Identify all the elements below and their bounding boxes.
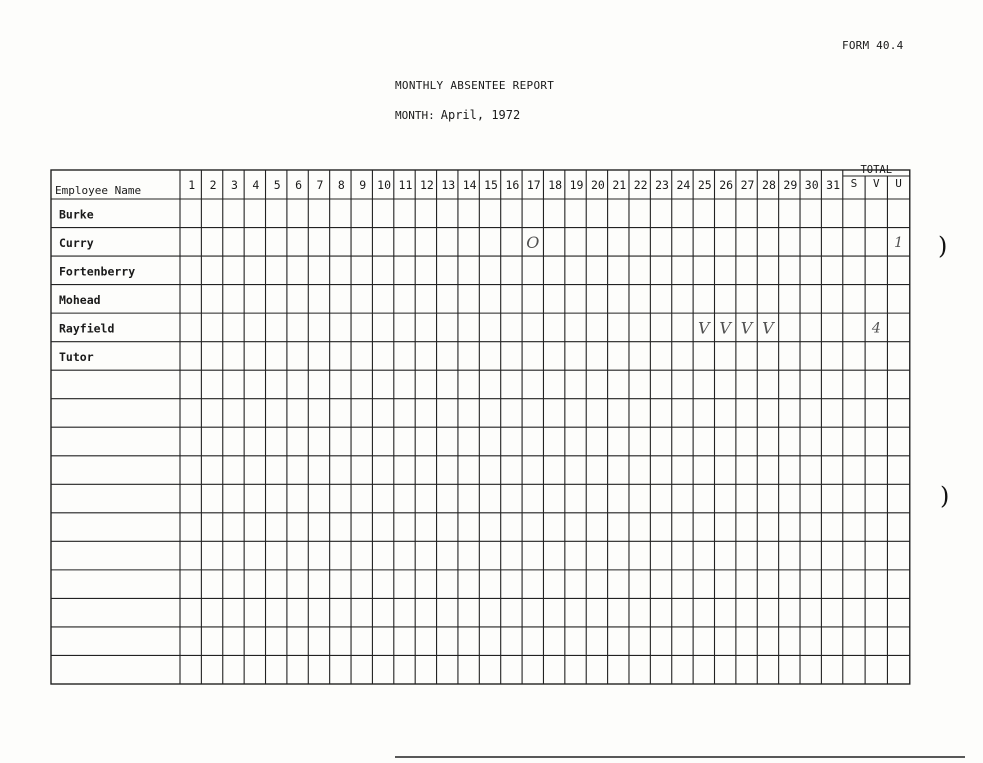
day-header: 14 (462, 178, 477, 192)
employee-name: Mohead (59, 292, 101, 307)
day-header: 20 (590, 178, 605, 192)
day-header: 4 (252, 178, 260, 192)
day-header: 5 (273, 178, 281, 192)
total-subheader-s: S (850, 177, 858, 190)
month-label: MONTH: (395, 109, 435, 122)
absence-mark-vacation: V (698, 318, 710, 338)
day-header: 17 (526, 178, 541, 192)
total-value-u: 1 (894, 234, 904, 251)
employee-name: Curry (59, 235, 94, 250)
day-header: 31 (826, 178, 841, 192)
binder-mark: ) (940, 482, 950, 510)
day-header: 16 (505, 178, 520, 192)
total-value-v: 4 (871, 320, 881, 337)
day-header: 8 (337, 178, 345, 192)
total-subheader-v: V (872, 177, 880, 190)
day-header: 9 (359, 178, 367, 192)
employee-name: Tutor (59, 349, 94, 364)
employee-name: Rayfield (59, 321, 115, 336)
month-value: April, 1972 (440, 108, 521, 122)
name-column-header: Employee Name (55, 184, 142, 197)
day-header: 19 (569, 178, 584, 192)
day-header: 26 (719, 178, 734, 192)
form-number: FORM 40.4 (842, 39, 904, 52)
day-header: 3 (230, 178, 238, 192)
day-header: 1 (188, 178, 196, 192)
day-header: 6 (295, 178, 303, 192)
absence-mark-vacation: V (719, 318, 731, 338)
total-header: TOTAL (860, 164, 893, 176)
report-title: MONTHLY ABSENTEE REPORT (395, 79, 555, 92)
employee-name: Fortenberry (59, 264, 136, 279)
absence-mark-vacation: V (740, 318, 753, 338)
binder-mark: ) (938, 232, 948, 260)
employee-name: Burke (59, 207, 94, 222)
total-subheader-u: U (895, 177, 902, 190)
day-header: 18 (548, 178, 563, 192)
absence-mark-unexcused: O (526, 232, 540, 252)
day-header: 25 (697, 178, 712, 192)
day-header: 15 (484, 178, 498, 192)
day-header: 12 (419, 178, 434, 192)
day-header: 21 (612, 178, 627, 192)
day-header: 24 (676, 178, 691, 192)
day-header: 29 (783, 178, 798, 192)
day-header: 28 (762, 178, 776, 192)
day-header: 27 (740, 178, 755, 192)
day-header: 30 (804, 178, 819, 192)
day-header: 23 (655, 178, 669, 192)
day-header: 22 (633, 178, 648, 192)
day-header: 10 (377, 178, 392, 192)
absence-mark-vacation: V (762, 318, 774, 338)
day-header: 2 (209, 178, 217, 192)
day-header: 7 (316, 178, 324, 192)
day-header: 11 (398, 178, 413, 192)
day-header: 13 (441, 178, 456, 192)
